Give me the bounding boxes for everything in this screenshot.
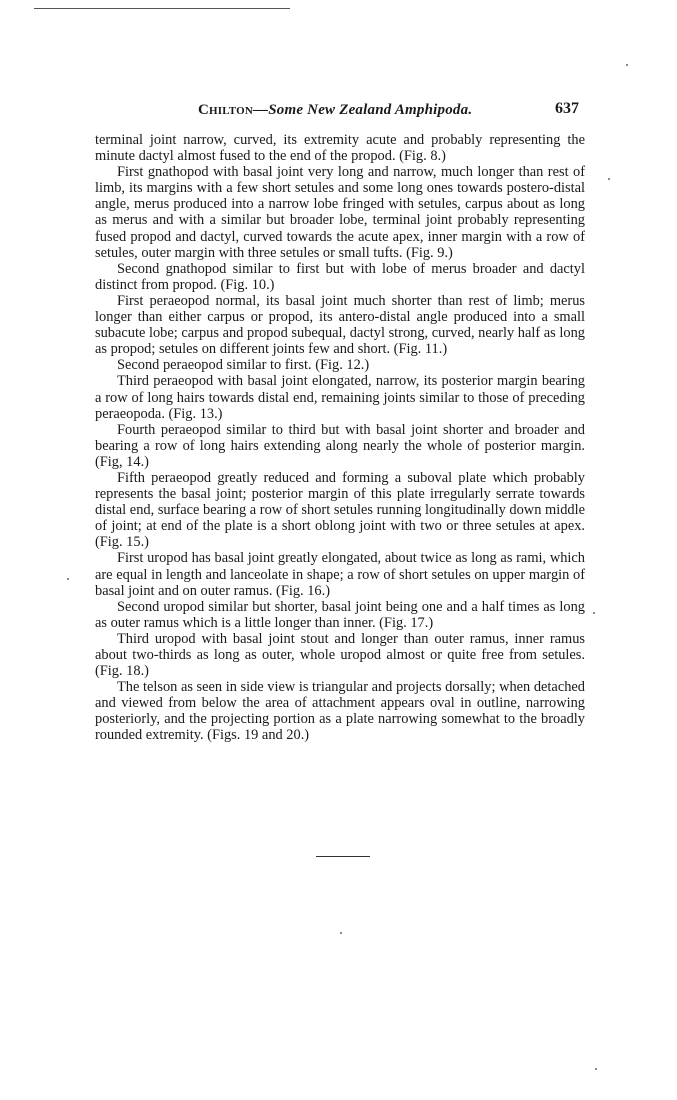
paragraph-second-peraeopod: Second peraeopod similar to first. (Fig. 12.) [117,357,370,374]
paragraph-first-uropod: First uropod has basal joint greatly elongated, about twice as long as rami, which are equal in length and lanceolate in shape; a row of short setules on upper margin of basal joint and on outer ramus. (Fig. 16.) [95,550,585,599]
running-head-author: Chilton [198,102,254,118]
page-speck [626,64,628,66]
paragraph-terminal-joint: terminal joint narrow, curved, its extremity acute and probably representing the minute dactyl almost fused to the end of the propod. (Fig. 8.) [95,132,585,165]
page-speck [340,932,342,934]
page-speck [608,178,610,180]
paragraph-fifth-peraeopod: Fifth peraeopod greatly reduced and forming a suboval plate which probably represents the basal joint; posterior margin of this plate irregularly serrate towards distal end, surface bearing a row of short setules running longitudinally down middle of joint; at end of the plate is a short oblong joint with two or three setules at apex. (Fig. 15.) [95,469,585,551]
page-speck [67,578,69,580]
paragraph-second-gnathopod: Second gnathopod similar to first but with lobe of merus broader and dactyl distinct from propod. (Fig. 10.) [95,260,585,293]
paragraph-first-peraeopod: First peraeopod normal, its basal joint much shorter than rest of limb; merus longer than either carpus or propod, its antero-distal angle produced into a small subacute lobe; carpus and propod subequal, dactyl strong, curved, nearly half as long as propod; setules on different joints few and short. (Fig. 11.) [95,292,585,358]
paragraph-second-uropod: Second uropod similar but shorter, basal joint being one and a half times as long as outer ramus which is a little longer than inner. (Fig. 17.) [95,598,585,631]
paragraph-third-peraeopod: Third peraeopod with basal joint elongated, narrow, its posterior margin bearing a row of long hairs towards distal end, remaining joints similar to those of preceding peraeopoda. (Fig. 13.) [95,373,585,422]
page-header [95,100,585,122]
page-speck [595,1068,597,1070]
paragraph-first-gnathopod: First gnathopod with basal joint very long and narrow, much longer than rest of limb, its margins with a few short setules and some long ones towards postero-distal angle, merus produced into a narrow lobe fringed with setules, carpus about as long as merus and with a similar but broader lobe, terminal joint probably representing fused propod and dactyl, curved towards the acute apex, inner margin with a row of setules, outer margin with three setules or small tufts. (Fig. 9.) [95,164,585,261]
paragraph-third-uropod: Third uropod with basal joint stout and longer than outer ramus, inner ramus about two-thirds as long as outer, whole uropod almost or quite free from setules. (Fig. 18.) [95,630,585,680]
running-head [198,102,472,119]
paragraph-telson: The telson as seen in side view is triangular and projects dorsally; when detached and viewed from below the area of attachment appears oval in outline, narrowing posteriorly, and the projecting portion as a plate narrowing somewhat to the broadly rounded extremity. (Figs. 19 and 20.) [95,679,585,744]
end-rule [316,856,370,857]
top-rule [34,8,290,9]
paragraph-fourth-peraeopod: Fourth peraeopod similar to third but with basal joint shorter and broader and bearing a row of long hairs extending along nearly the whole of posterior margin. (Fig, 14.) [95,421,585,470]
page-number: 637 [555,100,579,117]
page-speck [593,612,595,614]
running-head-title: —Some New Zealand Amphipoda. [253,102,473,118]
body-text [95,132,585,744]
